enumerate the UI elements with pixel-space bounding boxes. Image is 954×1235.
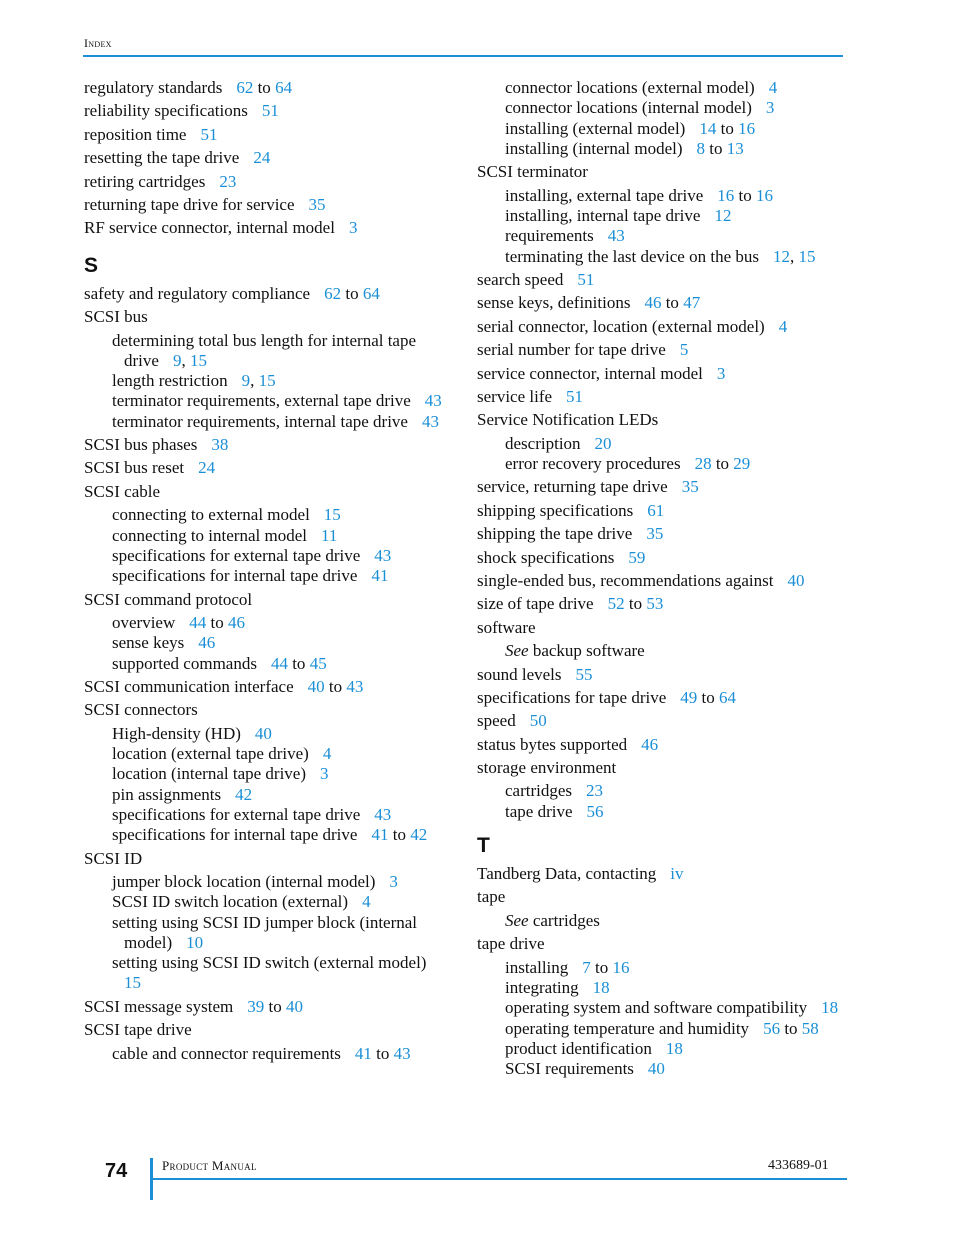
index-section-letter: T [477, 834, 490, 858]
index-entry [84, 700, 454, 720]
index-entry [84, 590, 454, 610]
page-link[interactable]: 4 [778, 316, 788, 336]
index-subentry [477, 226, 847, 246]
index-entry [84, 218, 454, 238]
page-link[interactable]: 12 [773, 246, 790, 266]
header-rule [83, 55, 843, 57]
index-term: installing (external model) [505, 118, 686, 138]
index-term: setting using SCSI ID switch (external model) [112, 953, 427, 973]
page-link[interactable]: 4 [322, 744, 332, 763]
index-entry [84, 101, 454, 121]
index-term: shipping the tape drive [477, 524, 633, 544]
index-subentry [84, 805, 454, 825]
page-range-separator: to [711, 453, 734, 473]
page-link[interactable]: 9 [172, 350, 182, 370]
page-link[interactable]: 3 [389, 871, 398, 891]
index-term: reliability specifications [84, 101, 248, 121]
index-subentry [477, 186, 847, 206]
page-range-separator: to [624, 594, 647, 614]
index-term: installing, external tape drive [505, 185, 704, 205]
index-term: specifications for internal tape drive [112, 566, 358, 586]
page-link[interactable]: 15 [258, 371, 276, 391]
index-subentry [84, 892, 454, 912]
index-term: SCSI bus [84, 307, 148, 327]
index-subentry [477, 78, 847, 98]
page-link[interactable]: 10 [186, 932, 204, 952]
index-entry [477, 688, 847, 708]
index-term: SCSI cable [84, 481, 161, 501]
index-entry [477, 864, 847, 884]
index-column-right [477, 78, 847, 1079]
index-term: SCSI bus reset [84, 458, 185, 478]
page-link[interactable]: 16 [756, 185, 773, 205]
page-link[interactable]: 42 [235, 784, 253, 804]
index-term: overview [112, 612, 176, 632]
index-term: service, returning tape drive [477, 477, 668, 497]
index-term: speed [477, 711, 516, 731]
page-link[interactable]: 18 [592, 977, 610, 997]
index-term: connector locations (internal model) [505, 98, 752, 118]
index-subentry [84, 785, 454, 805]
index-subentry [84, 633, 454, 653]
page-link[interactable]: 44 [270, 653, 288, 673]
page-link[interactable]: 43 [374, 545, 392, 565]
page-link[interactable]: 5 [679, 340, 689, 360]
index-subentry [84, 654, 454, 674]
index-term: connector locations (external model) [505, 78, 755, 97]
index-entry [84, 195, 454, 215]
page-link[interactable]: 50 [529, 711, 547, 731]
index-subentry [84, 1044, 454, 1064]
index-term: SCSI tape drive [84, 1020, 192, 1040]
page-link[interactable]: 15 [323, 505, 341, 525]
index-term: requirements [505, 226, 594, 246]
page-link[interactable]: 51 [200, 124, 218, 144]
page-link[interactable]: 14 [699, 118, 717, 138]
index-entry [477, 594, 847, 614]
page-link[interactable]: 44 [189, 612, 207, 632]
page-link[interactable]: 56 [763, 1018, 781, 1038]
index-subentry [84, 825, 454, 845]
page-link[interactable]: 52 [607, 594, 625, 614]
index-term: SCSI ID switch location (external) [112, 892, 349, 912]
page-link[interactable]: 29 [733, 453, 751, 473]
index-entry [84, 284, 454, 304]
index-term: SCSI requirements [505, 1059, 634, 1079]
index-term: status bytes supported [477, 734, 628, 754]
index-section-letter: S [84, 253, 99, 277]
index-subentry [84, 744, 454, 764]
page-range-separator: to [206, 612, 228, 632]
index-term: cartridges [505, 781, 573, 801]
index-subentry [84, 412, 454, 432]
index-subentry [477, 1039, 847, 1059]
index-term: specifications for external tape drive [112, 545, 361, 565]
index-term: integrating [505, 977, 579, 997]
index-entry [477, 758, 847, 778]
page-link[interactable]: 62 [236, 78, 254, 97]
page-link[interactable]: 39 [247, 996, 265, 1016]
index-term: specifications for external tape drive [112, 804, 361, 824]
index-entry [477, 410, 847, 430]
index-term: search speed [477, 269, 564, 289]
page-range-separator: to [590, 957, 613, 977]
index-term: safety and regulatory compliance [84, 283, 311, 303]
index-subentry [84, 872, 454, 892]
index-entry [477, 548, 847, 568]
index-term: installing [505, 957, 569, 977]
page-link[interactable]: 46 [198, 633, 216, 653]
index-entry [477, 293, 847, 313]
page-link[interactable]: 41 [371, 566, 389, 586]
index-term: connecting to external model [112, 505, 310, 525]
index-subentry [84, 613, 454, 633]
index-entry [477, 162, 847, 182]
page-link[interactable]: 43 [346, 676, 364, 696]
index-subentry [477, 911, 847, 931]
index-term: size of tape drive [477, 594, 594, 614]
index-entry [477, 711, 847, 731]
index-term: serial connector, location (external model) [477, 316, 765, 336]
index-term: SCSI ID [84, 848, 143, 868]
index-entry [84, 458, 454, 478]
index-term: storage environment [477, 758, 617, 778]
page-link[interactable]: 38 [211, 435, 229, 455]
page-link[interactable]: 9 [241, 371, 251, 391]
page-link[interactable]: 4 [362, 892, 371, 912]
index-term: SCSI terminator [477, 162, 588, 182]
index-subentry [477, 119, 847, 139]
page-link[interactable]: 40 [647, 1059, 665, 1079]
page-range-separator: to [705, 138, 727, 158]
index-term: software [477, 617, 536, 637]
page-link[interactable]: 55 [575, 664, 593, 684]
index-entry [477, 387, 847, 407]
index-term: SCSI connectors [84, 700, 198, 720]
page-link[interactable]: 58 [801, 1018, 819, 1038]
index-entry [477, 270, 847, 290]
index-entry [477, 524, 847, 544]
page-link[interactable]: 47 [683, 293, 701, 313]
index-term: setting using SCSI ID jumper block (internal model) [112, 912, 418, 952]
page-link[interactable]: 43 [393, 1043, 411, 1063]
page-range-separator: to [371, 1043, 394, 1063]
page-link[interactable]: 3 [765, 98, 775, 118]
index-term: terminator requirements, internal tape drive [112, 411, 408, 431]
index-term: location (internal tape drive) [112, 764, 306, 784]
index-subentry [477, 958, 847, 978]
index-subentry [84, 764, 454, 784]
page-link[interactable]: 43 [374, 804, 392, 824]
index-subentry [84, 566, 454, 586]
page-range-separator: to [264, 996, 286, 1016]
page-link[interactable]: 53 [646, 594, 664, 614]
page-link[interactable]: 40 [787, 570, 805, 590]
page-range-separator: to [716, 118, 739, 138]
page-link[interactable]: 15 [124, 973, 141, 993]
page-link[interactable]: 41 [371, 825, 389, 845]
page-link[interactable]: 43 [424, 391, 442, 411]
index-entry [477, 340, 847, 360]
index-entry [477, 934, 847, 954]
footer-rule [153, 1178, 847, 1180]
index-subentry [84, 913, 454, 954]
page-link[interactable]: 35 [681, 477, 699, 497]
page-link[interactable]: 13 [726, 138, 744, 158]
page-link[interactable]: 64 [362, 283, 380, 303]
index-term: operating temperature and humidity [505, 1018, 750, 1038]
page-range-separator: , [250, 371, 259, 391]
index-subentry [477, 247, 847, 267]
index-term: installing (internal model) [505, 138, 683, 158]
index-subentry [84, 526, 454, 546]
page-link[interactable]: 35 [308, 194, 326, 214]
index-entry [477, 887, 847, 907]
index-entry [84, 1020, 454, 1040]
index-term: operating system and software compatibility [505, 998, 808, 1018]
index-entry [477, 735, 847, 755]
page-range-separator: to [287, 653, 310, 673]
page-link[interactable]: 24 [253, 148, 271, 168]
index-subentry [477, 1019, 847, 1039]
index-subentry [477, 802, 847, 822]
index-term: serial number for tape drive [477, 340, 666, 360]
index-entry [84, 125, 454, 145]
page-link[interactable]: 40 [254, 723, 272, 743]
index-term: RF service connector, internal model [84, 218, 335, 238]
page-link[interactable]: 16 [612, 957, 630, 977]
page-link[interactable]: 16 [738, 118, 756, 138]
index-entry [84, 307, 454, 327]
index-entry [84, 482, 454, 502]
footer-document-number: 433689-01 [768, 1158, 829, 1173]
index-term: regulatory standards [84, 78, 223, 97]
index-subentry [477, 139, 847, 159]
index-subentry [477, 434, 847, 454]
index-subentry [84, 953, 454, 994]
index-term: terminating the last device on the bus [505, 246, 759, 266]
index-term: High-density (HD) [112, 723, 241, 743]
index-entry [477, 618, 847, 638]
index-entry [84, 677, 454, 697]
index-term: single-ended bus, recommendations against [477, 570, 774, 590]
index-term: tape drive [505, 801, 573, 821]
index-subentry [477, 781, 847, 801]
index-term: shipping specifications [477, 500, 634, 520]
page-link[interactable]: 46 [644, 293, 662, 313]
page-link[interactable]: 23 [219, 171, 237, 191]
index-subentry [84, 724, 454, 744]
page-link[interactable]: 3 [716, 363, 726, 383]
index-subentry [477, 98, 847, 118]
footer-manual-title: Product Manual [162, 1158, 257, 1173]
index-term: determining total bus length for internal tape drive [112, 330, 417, 370]
page-link[interactable]: 46 [228, 612, 245, 632]
index-subentry [477, 998, 847, 1018]
page-link[interactable]: iv [670, 864, 684, 884]
index-term: description [505, 433, 581, 453]
page-link[interactable]: 64 [275, 78, 293, 97]
page-link[interactable]: 59 [628, 547, 646, 567]
index-term: service life [477, 386, 553, 406]
index-term: length restriction [112, 371, 228, 391]
index-term: terminator requirements, external tape drive [112, 391, 411, 411]
index-subentry [477, 206, 847, 226]
page-range-separator: to [697, 687, 720, 707]
page-link[interactable]: 4 [768, 78, 778, 97]
page-link[interactable]: 40 [307, 676, 325, 696]
index-term: error recovery procedures [505, 453, 681, 473]
index-term: Service Notification LEDs [477, 410, 659, 430]
page-link[interactable]: 23 [586, 781, 604, 801]
index-term: tape [477, 887, 506, 907]
page-link[interactable]: 51 [261, 101, 279, 121]
index-term: connecting to internal model [112, 525, 307, 545]
index-term: specifications for tape drive [477, 687, 667, 707]
page-link[interactable]: 41 [354, 1043, 372, 1063]
index-term: product identification [505, 1038, 652, 1058]
page-link[interactable]: 16 [717, 185, 735, 205]
index-entry [84, 849, 454, 869]
index-term: SCSI command protocol [84, 589, 253, 609]
page-link[interactable]: 18 [821, 998, 839, 1018]
see-reference-label: See [505, 910, 529, 930]
page-link[interactable]: 56 [586, 801, 604, 821]
page-link[interactable]: 51 [566, 386, 584, 406]
index-entry [84, 148, 454, 168]
see-reference-label: See [505, 641, 529, 661]
page-link[interactable]: 46 [641, 734, 659, 754]
page-link[interactable]: 24 [198, 458, 216, 478]
page-range-separator: to [388, 825, 411, 845]
page-link[interactable]: 45 [309, 653, 327, 673]
page-link[interactable]: 7 [582, 957, 591, 977]
index-term: Tandberg Data, contacting [477, 864, 657, 884]
index-subentry [84, 546, 454, 566]
page-range-separator: to [780, 1018, 802, 1038]
page-range-separator: to [661, 293, 684, 313]
index-term: returning tape drive for service [84, 194, 295, 214]
index-term: service connector, internal model [477, 363, 703, 383]
index-term: sound levels [477, 664, 562, 684]
index-subentry [477, 978, 847, 998]
page-range-separator: to [734, 185, 756, 205]
index-term: jumper block location (internal model) [112, 871, 376, 891]
page-link[interactable]: 42 [410, 825, 428, 845]
index-term: pin assignments [112, 784, 222, 804]
page-range-separator: , [790, 246, 799, 266]
index-entry [84, 78, 454, 98]
index-term: installing, internal tape drive [505, 205, 701, 225]
index-subentry [477, 1059, 847, 1079]
index-term: sense keys, definitions [477, 293, 631, 313]
index-term: location (external tape drive) [112, 744, 309, 763]
index-term: SCSI communication interface [84, 676, 294, 696]
page-link[interactable]: 40 [285, 996, 303, 1016]
page-link[interactable]: 43 [421, 411, 439, 431]
index-term: retiring cartridges [84, 171, 206, 191]
index-subentry [84, 371, 454, 391]
index-entry [84, 172, 454, 192]
index-entry [84, 435, 454, 455]
page-range-separator: to [253, 78, 276, 97]
index-subentry [477, 454, 847, 474]
page-number: 74 [105, 1160, 128, 1182]
index-term: cable and connector requirements [112, 1043, 341, 1063]
page-link[interactable]: 43 [607, 226, 625, 246]
index-subentry [84, 331, 454, 372]
index-term: backup software [532, 641, 645, 661]
index-entry [84, 997, 454, 1017]
index-entry [477, 571, 847, 591]
page-range-separator: to [341, 283, 363, 303]
page-range-separator: , [181, 350, 190, 370]
page-link[interactable]: 35 [646, 524, 664, 544]
page-link[interactable]: 62 [324, 283, 342, 303]
page-link[interactable]: 28 [694, 453, 712, 473]
index-subentry [477, 641, 847, 661]
page-link[interactable]: 12 [714, 205, 732, 225]
page-link[interactable]: 3 [348, 218, 358, 238]
page-link[interactable]: 51 [577, 269, 595, 289]
index-term: supported commands [112, 653, 257, 673]
index-column-left [84, 78, 454, 1064]
page-link[interactable]: 15 [189, 350, 207, 370]
index-subentry [84, 391, 454, 411]
index-term: shock specifications [477, 547, 615, 567]
page-link[interactable]: 8 [696, 138, 706, 158]
index-term: reposition time [84, 124, 187, 144]
running-header: Index [84, 36, 112, 50]
page-link[interactable]: 18 [665, 1038, 683, 1058]
page-link[interactable]: 61 [647, 500, 665, 520]
page-link[interactable]: 3 [320, 764, 329, 784]
page-link[interactable]: 49 [680, 687, 698, 707]
index-subentry [84, 505, 454, 525]
index-term: cartridges [532, 910, 600, 930]
index-entry [477, 317, 847, 337]
page-link[interactable]: 64 [719, 687, 737, 707]
page-link[interactable]: 11 [320, 525, 338, 545]
index-entry [477, 477, 847, 497]
index-term: tape drive [477, 934, 545, 954]
index-entry [477, 665, 847, 685]
page-range-separator: to [324, 676, 347, 696]
page-link[interactable]: 15 [798, 246, 816, 266]
index-term: specifications for internal tape drive [112, 825, 358, 845]
index-term: sense keys [112, 633, 185, 653]
index-entry [477, 364, 847, 384]
index-term: SCSI bus phases [84, 435, 198, 455]
index-entry [477, 501, 847, 521]
index-term: SCSI message system [84, 996, 234, 1016]
page-link[interactable]: 20 [594, 433, 612, 453]
index-term: resetting the tape drive [84, 148, 240, 168]
